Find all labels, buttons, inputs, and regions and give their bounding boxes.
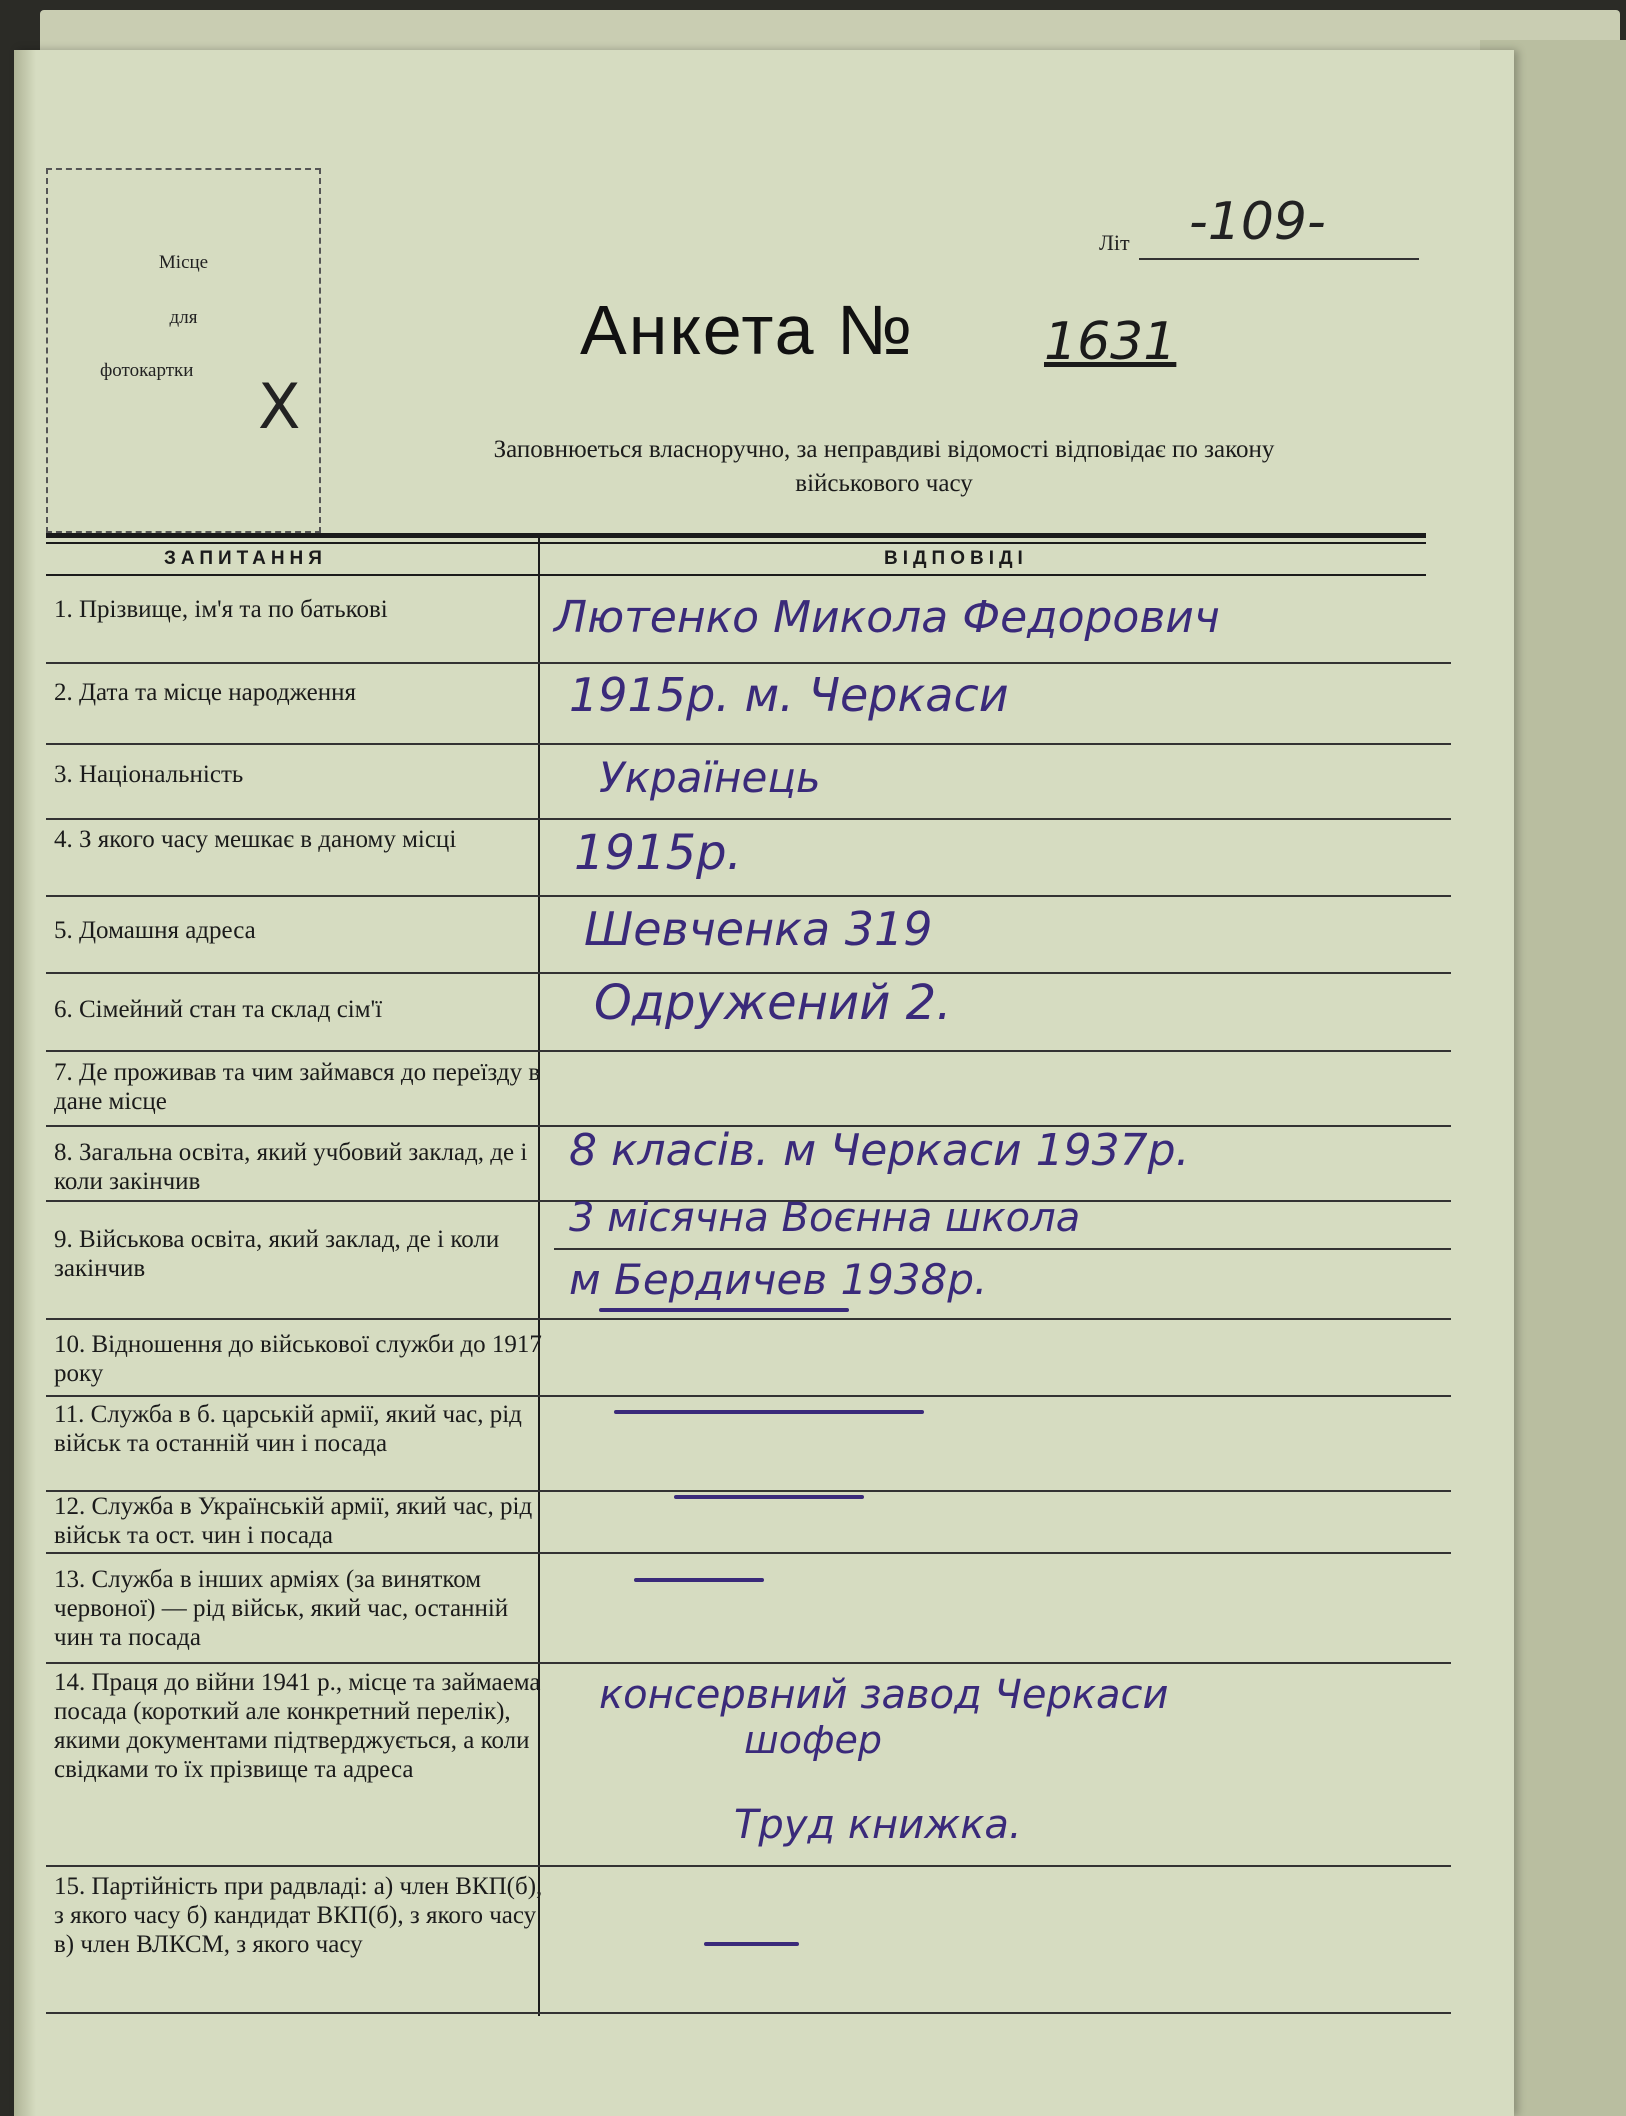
lit-label: Літ [1099,230,1130,255]
photo-mark: X [258,370,301,443]
question-4: 4. З якого часу мешкає в даному місці [54,826,457,853]
table-top-rule-2 [46,542,1426,544]
answer-10-dash [599,1308,849,1312]
binding-edge [14,50,36,2116]
row-line-1 [46,662,1451,664]
question-9: 9. Військова освіта, який заклад, де і коли закінчив [54,1226,500,1282]
answer-11-dash [614,1410,924,1414]
answer-1: Лютенко Микола Федорович [554,592,1220,643]
table-top-rule [46,533,1426,538]
question-15: 15. Партійність при радвладі: а) член ВКП(б), з якого часу б) кандидат ВКП(б), з якого часу в) член ВЛКСМ, з якого часу [54,1873,543,1958]
question-3: 3. Національність [54,761,244,788]
subtitle [354,433,1414,501]
column-header-answers: ВІДПОВІДІ [884,548,1028,569]
row-line-10 [46,1395,1451,1397]
question-11: 11. Служба в б. царській армії, який час, рід військ та останній чин і посада [54,1401,522,1457]
row-line-15 [46,2012,1451,2014]
question-14: 14. Праця до війни 1941 р., місце та займаема посада (короткий але конкретний перелік), якими документами підтверджується, а коли свідками то їх прізвище та адреса [54,1669,541,1783]
answer-12-dash [674,1495,864,1499]
question-6: 6. Сімейний стан та склад сім'ї [54,996,383,1023]
column-header-questions: ЗАПИТАННЯ [164,548,327,569]
answer-15-dash [704,1942,799,1946]
photo-placeholder [46,168,321,533]
row-line-2 [46,743,1451,745]
answer-13-dash [634,1578,764,1582]
row-line-13 [46,1662,1451,1664]
answer-14-line-3: Труд книжка. [734,1802,1022,1848]
subtitle-line-2: військового часу [795,470,973,497]
photo-label-2: для [169,307,198,328]
photo-label-1: Місце [158,252,209,273]
page-title: Анкета № [580,291,915,369]
question-12: 12. Служба в Українській армії, який час, рід військ та ост. чин і посада [54,1493,533,1549]
question-13: 13. Служба в інших арміях (за винятком червоної) — рід військ, який час, останній чин та посада [54,1566,509,1651]
row-line-9 [46,1318,1451,1320]
answer-5: Шевченка 319 [584,902,933,956]
answer-2: 1915р. м. Черкаси [569,668,1009,722]
answer-8: 8 класів. м Черкаси 1937р. [569,1125,1190,1176]
row-line-14 [46,1865,1451,1867]
answer-9-line-1: 3 місячна Воєнна школа [569,1195,1081,1241]
form-number: 1631 [1044,312,1177,372]
question-5: 5. Домашня адреса [54,917,256,944]
question-7: 7. Де проживав та чим займався до переїзду в дане місце [54,1059,541,1115]
lit-line [1139,258,1419,260]
question-1: 1. Прізвище, ім'я та по батькові [54,596,388,623]
row-line-12 [46,1552,1451,1554]
answer-14-line-2: шофер [744,1718,883,1762]
question-8: 8. Загальна освіта, який учбовий заклад, де і коли закінчив [54,1139,528,1195]
lit-value: -109- [1189,192,1326,252]
answer-9-line-2: м Бердичев 1938р. [569,1255,988,1304]
row-line-6 [46,1050,1451,1052]
photo-label-3: фотокартки [100,360,194,381]
question-2: 2. Дата та місце народження [54,679,357,706]
row-line-9a [554,1248,1451,1250]
answer-4: 1915р. [574,825,742,881]
row-line-5 [46,972,1451,974]
answer-3: Українець [599,753,821,802]
row-line-3 [46,818,1451,820]
answer-6: Одружений 2. [594,975,952,1031]
row-line-4 [46,895,1451,897]
questionnaire-page [14,50,1514,2116]
answer-14-line-1: консервний завод Черкаси [599,1672,1169,1718]
subtitle-line-1: Заповнюеться власноручно, за неправдиві відомості відповідає по закону [493,436,1275,463]
question-10: 10. Відношення до військової служби до 1917 року [54,1331,542,1387]
